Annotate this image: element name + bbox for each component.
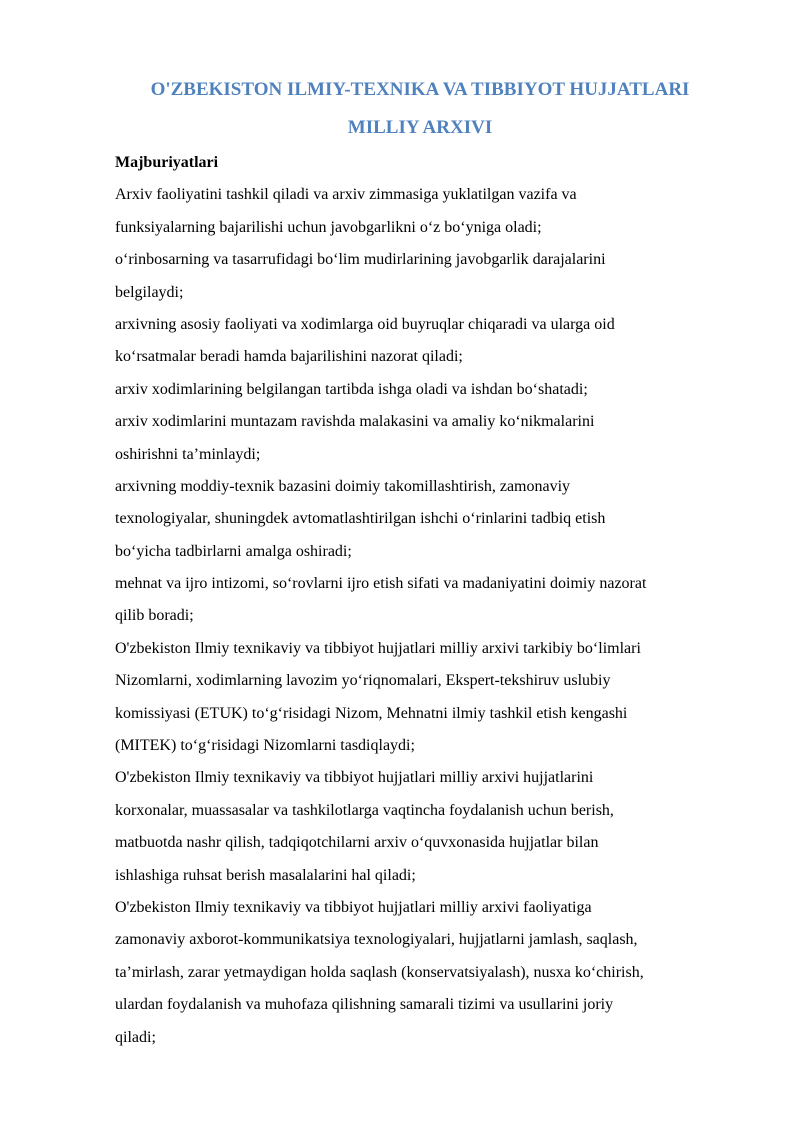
body-line: zamonaviy axborot-kommunikatsiya texnologiyalari, hujjatlarni jamlash, saqlash, xyxy=(115,931,638,949)
body-line: mehnat va ijro intizomi, so‘rovlarni ijro etish sifati va madaniyatini doimiy nazorat xyxy=(115,575,647,593)
body-line: oshirishni ta’minlaydi; xyxy=(115,445,261,463)
document-title-line-1: O'ZBEKISTON ILMIY-TEXNIKA VA TIBBIYOT HUJJATLARI xyxy=(150,79,690,100)
body-line: arxivning asosiy faoliyati va xodimlarga oid buyruqlar chiqaradi va ularga oid xyxy=(115,315,615,333)
body-line: bo‘yicha tadbirlarni amalga oshiradi; xyxy=(115,542,352,560)
body-line: Nizomlarni, xodimlarning lavozim yo‘riqnomalari, Ekspert-tekshiruv uslubiy xyxy=(115,672,611,690)
body-line: (MITEK) to‘g‘risidagi Nizomlarni tasdiqlaydi; xyxy=(115,737,415,755)
body-line: matbuotda nashr qilish, tadqiqotchilarni arxiv o‘quvxonasida hujjatlar bilan xyxy=(115,834,599,852)
body-line: ko‘rsatmalar beradi hamda bajarilishini nazorat qiladi; xyxy=(115,348,463,366)
body-line: Arxiv faoliyatini tashkil qiladi va arxiv zimmasiga yuklatilgan vazifa va xyxy=(115,186,577,204)
body-line: texnologiyalar, shuningdek avtomatlashtirilgan ishchi o‘rinlarini tadbiq etish xyxy=(115,510,606,528)
body-line: ta’mirlash, zarar yetmaydigan holda saqlash (konservatsiyalash), nusxa ko‘chirish, xyxy=(115,963,644,981)
body-line: korxonalar, muassasalar va tashkilotlarga vaqtincha foydalanish uchun berish, xyxy=(115,801,614,819)
body-line: ulardan foydalanish va muhofaza qilishning samarali tizimi va usullarini joriy xyxy=(115,996,614,1014)
body-line: O'zbekiston Ilmiy texnikaviy va tibbiyot hujjatlari milliy arxivi tarkibiy bo‘limlari xyxy=(115,639,641,657)
body-line: arxiv xodimlarining belgilangan tartibda ishga oladi va ishdan bo‘shatadi; xyxy=(115,380,588,398)
body-line: belgilaydi; xyxy=(115,283,184,301)
body-line: o‘rinbosarning va tasarrufidagi bo‘lim mudirlarining javobgarlik darajalarini xyxy=(115,251,606,269)
document-title-line-2: MILLIY ARXIVI xyxy=(347,117,493,138)
body-line: qilib boradi; xyxy=(115,607,194,625)
document-body xyxy=(115,147,755,1054)
body-line: O'zbekiston Ilmiy texnikaviy va tibbiyot hujjatlari milliy arxivi hujjatlarini xyxy=(115,769,594,787)
body-line: O'zbekiston Ilmiy texnikaviy va tibbiyot hujjatlari milliy arxivi faoliyatiga xyxy=(115,898,592,916)
body-line: arxiv xodimlarini muntazam ravishda malakasini va amaliy ko‘nikmalarini xyxy=(115,413,595,431)
body-line: funksiyalarning bajarilishi uchun javobgarlikni o‘z bo‘yniga oladi; xyxy=(115,218,542,236)
body-line: qiladi; xyxy=(115,1028,156,1046)
section-heading: Majburiyatlari xyxy=(115,154,219,171)
body-line: komissiyasi (ETUK) to‘g‘risidagi Nizom, Mehnatni ilmiy tashkil etish kengashi xyxy=(115,704,628,722)
body-line: ishlashiga ruhsat berish masalalarini hal qiladi; xyxy=(115,866,416,884)
body-line: arxivning moddiy-texnik bazasini doimiy takomillashtirish, zamonaviy xyxy=(115,477,571,495)
